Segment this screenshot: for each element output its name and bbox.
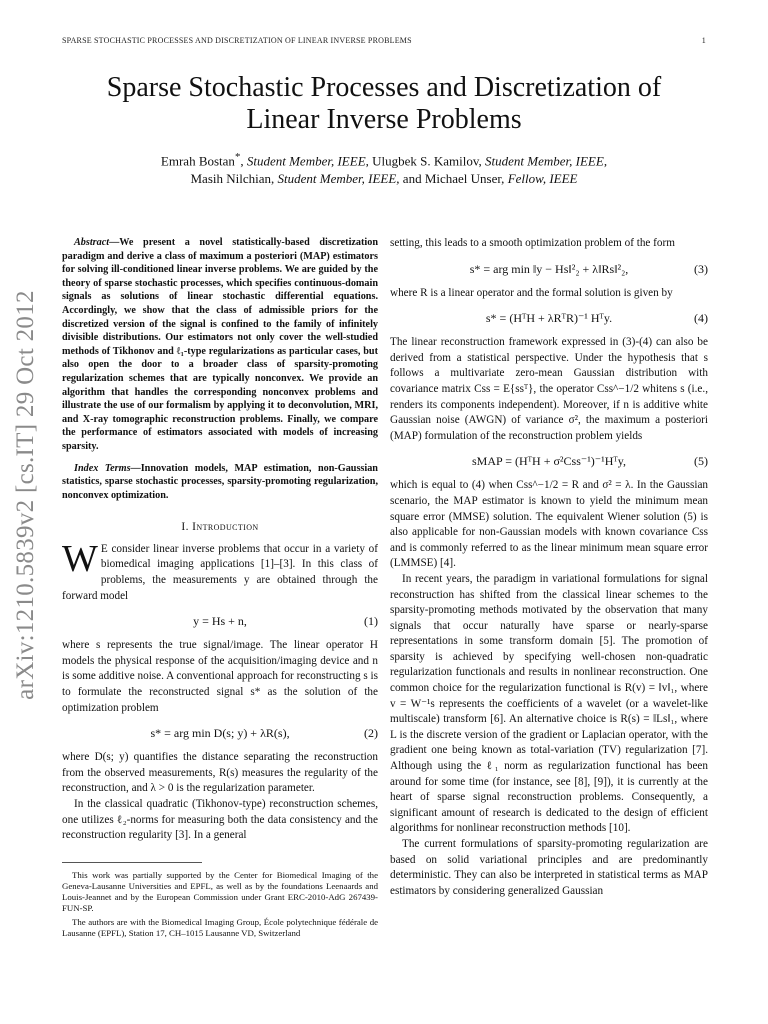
- intro-p1-text: E consider linear inverse problems that occur in a variety of biomedical imaging applications [1]–[3]. In this class of problems, the measurements y are obtained through the forward model: [62, 542, 378, 602]
- intro-paragraph-3: where D(s; y) quantifies the distance separating the reconstruction from the observed measurements, R(s) measures the regularity of the reconstruction, and λ > 0 is the regularization parameter.: [62, 751, 378, 795]
- right-paragraph-6: The current formulations of sparsity-promoting regularization are based on solid variational principles and are predominantly deterministic. They can also be interpreted in statistical terms as MAP estimators by considering generalized Gaussian: [390, 838, 708, 897]
- equation-4-number: (4): [694, 311, 708, 326]
- equation-2: [62, 722, 378, 744]
- equation-1-expr: y = Hs + n,: [193, 614, 247, 629]
- right-column: [390, 236, 708, 899]
- author-3-role: Student Member, IEEE,: [277, 171, 400, 187]
- authors-line-2: [60, 170, 708, 188]
- left-column: [62, 236, 378, 939]
- index-terms-text: —Innovation models, MAP estimation, non-Gaussian statistics, sparse stochastic processes, sparsity-promoting regularization, nonconvex optimization.: [62, 462, 378, 501]
- arxiv-stamp-text: arXiv:1210.5839v2 [cs.IT] 29 Oct 2012: [12, 290, 39, 700]
- index-terms: [62, 462, 378, 503]
- title-line-2: Linear Inverse Problems: [246, 104, 522, 135]
- author-1: Emrah Bostan: [160, 153, 235, 169]
- equation-2-expr: s* = arg min D(s; y) + λR(s),: [150, 726, 290, 741]
- right-paragraph-4: which is equal to (4) when Css^−1/2 = R and σ² = λ. In the Gaussian scenario, the MAP estimator is known to yield the minimum mean square error (MMSE) solution. The equivalent Wiener solution (5) is also applicable for non-Gaussian models with known covariance Css and is commonly referred to as the linear minimum mean square error (LMMSE) [4].: [390, 479, 708, 570]
- author-4-role: Fellow, IEEE: [507, 171, 578, 187]
- equation-4: [390, 307, 708, 329]
- title-line-1: Sparse Stochastic Processes and Discretization of: [106, 72, 662, 103]
- footnote-funding: This work was partially supported by the Center for Biomedical Imaging of the Geneva-Lausanne Universities and EPFL, as well as by the foundations Leenaards and Louis-Jeannet and by the European Commission under Grant ERC-2010-AdG 267439-FUN-SP.: [62, 869, 378, 913]
- equation-5: [390, 450, 708, 472]
- author-1-role: Student Member, IEEE,: [246, 153, 369, 169]
- right-paragraph-3: The linear reconstruction framework expressed in (3)-(4) can also be derived from a statistical perspective. Under the hypothesis that s follows a multivariate zero-mean Gaussian distribution with covariance matrix Css = E{ssᵀ}, the operator Css^−1/2 whitens s (i.e., renders its components independent). Moreover, if n is additive white Gaussian noise (AWGN) of variance σ², the maximum a posteriori (MAP) formulation of the reconstruction problem yields: [390, 336, 708, 442]
- right-paragraph-2: where R is a linear operator and the formal solution is given by: [390, 286, 673, 299]
- equation-5-number: (5): [694, 454, 708, 469]
- author-2-role: Student Member, IEEE,: [485, 153, 608, 169]
- equation-3-number: (3): [694, 261, 708, 276]
- page-number: 1: [701, 36, 706, 45]
- section-heading-introduction: I. Introduction: [181, 521, 259, 534]
- authors: [60, 148, 708, 188]
- right-paragraph-1: setting, this leads to a smooth optimization problem of the form: [390, 237, 675, 249]
- equation-3: [390, 258, 708, 280]
- intro-paragraph-4: In the classical quadratic (Tikhonov-type) reconstruction schemes, one utilizes ℓ₂-norms for measuring both the data consistency and the reconstruction regularity [3]. In a general: [62, 798, 378, 842]
- equation-2-number: (2): [364, 726, 378, 741]
- abstract-text: —We present a novel statistically-based discretization paradigm and derive a class of maximum a posteriori (MAP) estimators for solving ill-conditioned linear inverse problems. We are guided by the theory of sparse stochastic processes, which specifies continuous-domain signals as solutions of linear stochastic differential equations. Accordingly, we show that the class of admissible priors for the discretized version of the signal is confined to the family of infinitely divisible distributions. Our estimators not only cover the well-studied methods of Tikhonov and ℓ₁-type regularizations as particular cases, but also open the door to a broader class of sparsity-promoting regularization schemes that are typically nonconvex. We provide an algorithm that handles the corresponding nonconvex problems and illustrate the use of our formalism by applying it to deconvolution, MRI, and X-ray tomographic reconstruction problems. Finally, we compare the performance of estimators associated with models of increasing sparsity.: [62, 237, 378, 452]
- equation-4-expr: s* = (HᵀH + λRᵀR)⁻¹ Hᵀy.: [485, 311, 613, 326]
- running-head: [62, 36, 706, 45]
- paper-title: [60, 72, 708, 136]
- footnote-affiliation: The authors are with the Biomedical Imaging Group, École polytechnique fédérale de Lausanne (EPFL), Station 17, CH–1015 Lausanne VD, Switzerland: [62, 916, 378, 938]
- running-head-text: SPARSE STOCHASTIC PROCESSES AND DISCRETIZATION OF LINEAR INVERSE PROBLEMS: [62, 36, 412, 45]
- footnote-rule: [62, 862, 202, 867]
- author-4: and Michael Unser,: [402, 171, 505, 187]
- authors-line-1: Emrah Bostan*, Student Member, IEEE, Ulugbek S. Kamilov, Student Member, IEEE,: [160, 151, 608, 169]
- arxiv-stamp: [4, 285, 48, 705]
- drop-cap: W: [62, 537, 98, 580]
- index-terms-lead: Index Terms: [74, 462, 131, 474]
- equation-1: [62, 610, 378, 632]
- abstract: [62, 236, 378, 454]
- equation-1-number: (1): [364, 614, 378, 629]
- right-paragraph-5: In recent years, the paradigm in variational formulations for signal reconstruction has shifted from the classical linear schemes to the sparsity-promoting methods motivated by the observation that many signals that occur naturally have sparse or nearly-sparse representations in some transform domain [5]. The promotion of sparsity is achieved by specifying well-chosen non-quadratic regularization functionals and results in nonlinear reconstruction. One common choice for the regularization functional is R(v) = ‖v‖₁, where v = W⁻¹s represents the coefficients of a wavelet (or a wavelet-like multiscale) transform [6]. An alternative choice is R(s) = ‖Ls‖₁, where L is the discrete version of the gradient or Laplacian operator, with the gradient one being known as total-variation (TV) regularization [7]. Although using the ℓ₁ norm as regularization functional has been around for some time (for instance, see [8], [9]), it is currently at the heart of sparse signal reconstruction problems. Consequently, a significant amount of research is dedicated to the design of efficient algorithms for nonlinear reconstruction methods [10].: [390, 572, 708, 835]
- author-2: Ulugbek S. Kamilov,: [372, 153, 482, 169]
- footnotes: [62, 870, 378, 939]
- intro-paragraph-1: [62, 537, 378, 604]
- author-3: Masih Nilchian,: [190, 171, 275, 187]
- equation-3-expr: s* = arg min ‖y − Hs‖²₂ + λ‖Rs‖²₂,: [469, 261, 629, 276]
- equation-5-expr: sMAP = (HᵀH + σ²Css⁻¹)⁻¹Hᵀy,: [472, 454, 626, 469]
- abstract-lead: Abstract: [74, 237, 110, 248]
- intro-paragraph-2: where s represents the true signal/image. The linear operator H models the physical response of the acquisition/imaging device and n is some additive noise. A conventional approach for reconstructing s is to formulate the reconstructed signal s* as the solution of the optimization problem: [62, 639, 378, 714]
